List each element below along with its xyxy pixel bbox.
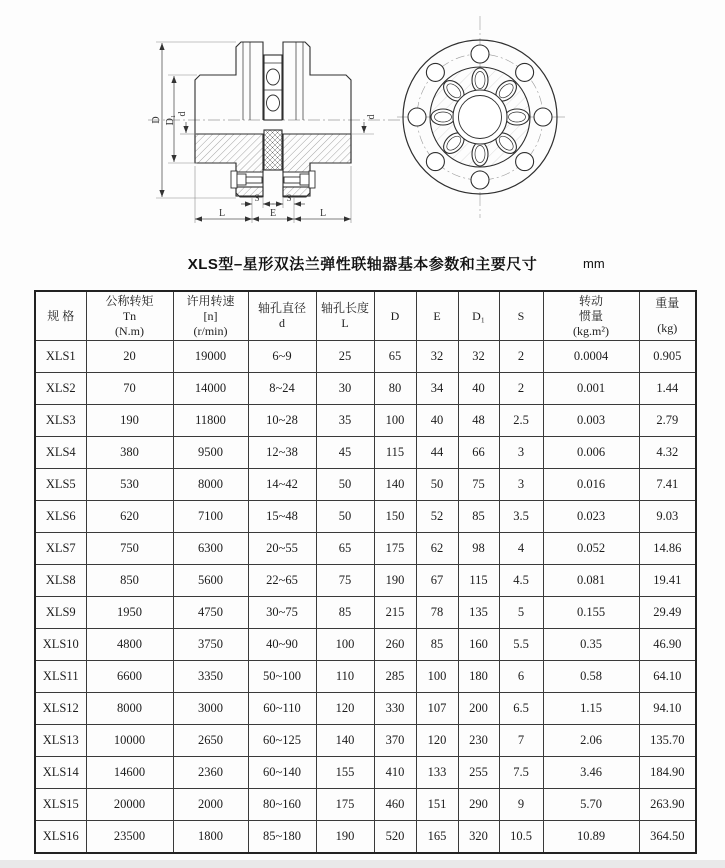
value-cell: 62 — [416, 533, 458, 565]
spec-name-cell: XLS3 — [35, 405, 86, 437]
value-cell: 133 — [416, 757, 458, 789]
table-row — [35, 629, 696, 661]
value-cell: 50~100 — [248, 661, 316, 693]
column-header: E — [416, 291, 458, 341]
value-cell: 9500 — [173, 437, 248, 469]
dim-label-S-left: S — [254, 193, 260, 203]
value-cell: 6~9 — [248, 341, 316, 373]
dim-label-d-right: d — [366, 114, 377, 120]
value-cell: 140 — [374, 469, 416, 501]
value-cell: 80~160 — [248, 789, 316, 821]
value-cell: 7100 — [173, 501, 248, 533]
value-cell: 100 — [316, 629, 374, 661]
value-cell: 10.5 — [499, 821, 543, 854]
value-cell: 135.70 — [639, 725, 696, 757]
value-cell: 155 — [316, 757, 374, 789]
value-cell: 32 — [416, 341, 458, 373]
spec-name-cell: XLS1 — [35, 341, 86, 373]
value-cell: 4800 — [86, 629, 173, 661]
value-cell: 410 — [374, 757, 416, 789]
column-header: 公称转矩 Tn (N.m) — [86, 291, 173, 341]
value-cell: 8000 — [86, 693, 173, 725]
value-cell: 255 — [458, 757, 499, 789]
dim-label-L-left: L — [218, 208, 226, 219]
table-row — [35, 533, 696, 565]
value-cell: 0.003 — [543, 405, 639, 437]
table-row — [35, 789, 696, 821]
value-cell: 150 — [374, 501, 416, 533]
value-cell: 20 — [86, 341, 173, 373]
value-cell: 78 — [416, 597, 458, 629]
value-cell: 30 — [316, 373, 374, 405]
spec-name-cell: XLS10 — [35, 629, 86, 661]
column-header: 转动 惯量 (kg.m²) — [543, 291, 639, 341]
value-cell: 85 — [316, 597, 374, 629]
title-row — [0, 253, 725, 277]
coupling-drawing — [0, 0, 725, 248]
value-cell: 60~110 — [248, 693, 316, 725]
column-header: 重量 (kg) — [639, 291, 696, 341]
value-cell: 94.10 — [639, 693, 696, 725]
value-cell: 0.016 — [543, 469, 639, 501]
unit-label: mm — [583, 256, 605, 271]
spec-name-cell: XLS8 — [35, 565, 86, 597]
value-cell: 65 — [374, 341, 416, 373]
header-row — [35, 291, 696, 341]
column-header: 许用转速 [n] (r/min) — [173, 291, 248, 341]
value-cell: 215 — [374, 597, 416, 629]
value-cell: 0.023 — [543, 501, 639, 533]
spec-name-cell: XLS13 — [35, 725, 86, 757]
value-cell: 100 — [374, 405, 416, 437]
value-cell: 35 — [316, 405, 374, 437]
value-cell: 6600 — [86, 661, 173, 693]
table-row — [35, 725, 696, 757]
value-cell: 135 — [458, 597, 499, 629]
spec-name-cell: XLS9 — [35, 597, 86, 629]
value-cell: 65 — [316, 533, 374, 565]
value-cell: 140 — [316, 725, 374, 757]
value-cell: 2650 — [173, 725, 248, 757]
value-cell: 14600 — [86, 757, 173, 789]
value-cell: 750 — [86, 533, 173, 565]
center-bore — [459, 96, 502, 139]
value-cell: 5600 — [173, 565, 248, 597]
spec-name-cell: XLS7 — [35, 533, 86, 565]
value-cell: 190 — [86, 405, 173, 437]
value-cell: 0.0004 — [543, 341, 639, 373]
value-cell: 14~42 — [248, 469, 316, 501]
spec-name-cell: XLS4 — [35, 437, 86, 469]
value-cell: 11800 — [173, 405, 248, 437]
cross-section-view — [148, 42, 400, 197]
value-cell: 0.905 — [639, 341, 696, 373]
column-header: 规 格 — [35, 291, 86, 341]
value-cell: 460 — [374, 789, 416, 821]
value-cell: 4750 — [173, 597, 248, 629]
value-cell: 4.5 — [499, 565, 543, 597]
value-cell: 19.41 — [639, 565, 696, 597]
value-cell: 6300 — [173, 533, 248, 565]
value-cell: 14000 — [173, 373, 248, 405]
value-cell: 0.35 — [543, 629, 639, 661]
table-row — [35, 437, 696, 469]
spider-element-upper — [264, 55, 282, 120]
spec-table — [34, 290, 697, 854]
value-cell: 85 — [416, 629, 458, 661]
value-cell: 5.5 — [499, 629, 543, 661]
value-cell: 6 — [499, 661, 543, 693]
value-cell: 50 — [316, 501, 374, 533]
spec-name-cell: XLS12 — [35, 693, 86, 725]
value-cell: 5.70 — [543, 789, 639, 821]
value-cell: 2 — [499, 373, 543, 405]
value-cell: 50 — [316, 469, 374, 501]
value-cell: 12~38 — [248, 437, 316, 469]
dim-label-L-right: L — [319, 208, 327, 219]
column-header: 轴孔长度 L — [316, 291, 374, 341]
value-cell: 3 — [499, 437, 543, 469]
value-cell: 8~24 — [248, 373, 316, 405]
table-row — [35, 405, 696, 437]
value-cell: 40~90 — [248, 629, 316, 661]
value-cell: 44 — [416, 437, 458, 469]
value-cell: 85~180 — [248, 821, 316, 854]
value-cell: 175 — [316, 789, 374, 821]
spec-table-header — [35, 291, 696, 341]
value-cell: 620 — [86, 501, 173, 533]
value-cell: 530 — [86, 469, 173, 501]
value-cell: 230 — [458, 725, 499, 757]
value-cell: 120 — [316, 693, 374, 725]
value-cell: 22~65 — [248, 565, 316, 597]
dim-label-E: E — [269, 208, 277, 219]
value-cell: 160 — [458, 629, 499, 661]
value-cell: 32 — [458, 341, 499, 373]
value-cell: 3000 — [173, 693, 248, 725]
value-cell: 80 — [374, 373, 416, 405]
spec-name-cell: XLS15 — [35, 789, 86, 821]
value-cell: 14.86 — [639, 533, 696, 565]
value-cell: 98 — [458, 533, 499, 565]
value-cell: 30~75 — [248, 597, 316, 629]
table-row — [35, 661, 696, 693]
dim-label-D1: D₁ — [165, 114, 176, 126]
value-cell: 330 — [374, 693, 416, 725]
value-cell: 46.90 — [639, 629, 696, 661]
value-cell: 64.10 — [639, 661, 696, 693]
value-cell: 50 — [416, 469, 458, 501]
table-row — [35, 501, 696, 533]
value-cell: 100 — [416, 661, 458, 693]
spec-name-cell: XLS16 — [35, 821, 86, 854]
value-cell: 3750 — [173, 629, 248, 661]
value-cell: 200 — [458, 693, 499, 725]
value-cell: 85 — [458, 501, 499, 533]
value-cell: 48 — [458, 405, 499, 437]
page-bottom-edge — [0, 860, 725, 868]
table-row — [35, 341, 696, 373]
value-cell: 1800 — [173, 821, 248, 854]
value-cell: 370 — [374, 725, 416, 757]
value-cell: 151 — [416, 789, 458, 821]
front-view — [397, 16, 565, 218]
value-cell: 285 — [374, 661, 416, 693]
value-cell: 20000 — [86, 789, 173, 821]
value-cell: 1950 — [86, 597, 173, 629]
table-row — [35, 757, 696, 789]
column-header: D — [374, 291, 416, 341]
value-cell: 10.89 — [543, 821, 639, 854]
value-cell: 3 — [499, 469, 543, 501]
value-cell: 0.052 — [543, 533, 639, 565]
bolt-detail — [231, 171, 315, 188]
value-cell: 2 — [499, 341, 543, 373]
value-cell: 320 — [458, 821, 499, 854]
column-header: S — [499, 291, 543, 341]
value-cell: 110 — [316, 661, 374, 693]
value-cell: 3.46 — [543, 757, 639, 789]
value-cell: 165 — [416, 821, 458, 854]
value-cell: 260 — [374, 629, 416, 661]
value-cell: 2360 — [173, 757, 248, 789]
coupling-drawing-svg — [0, 0, 725, 248]
page-title: XLS型–星形双法兰弹性联轴器基本参数和主要尺寸 — [187, 256, 538, 273]
value-cell: 60~125 — [248, 725, 316, 757]
value-cell: 20~55 — [248, 533, 316, 565]
value-cell: 60~140 — [248, 757, 316, 789]
value-cell: 190 — [374, 565, 416, 597]
value-cell: 175 — [374, 533, 416, 565]
value-cell: 3.5 — [499, 501, 543, 533]
value-cell: 115 — [374, 437, 416, 469]
value-cell: 0.155 — [543, 597, 639, 629]
value-cell: 7 — [499, 725, 543, 757]
value-cell: 4.32 — [639, 437, 696, 469]
value-cell: 40 — [458, 373, 499, 405]
value-cell: 29.49 — [639, 597, 696, 629]
value-cell: 120 — [416, 725, 458, 757]
spec-name-cell: XLS2 — [35, 373, 86, 405]
value-cell: 4 — [499, 533, 543, 565]
spec-table-body — [35, 341, 696, 854]
value-cell: 19000 — [173, 341, 248, 373]
value-cell: 0.081 — [543, 565, 639, 597]
spec-name-cell: XLS5 — [35, 469, 86, 501]
dim-label-D: D — [151, 116, 162, 124]
value-cell: 2.5 — [499, 405, 543, 437]
spec-name-cell: XLS11 — [35, 661, 86, 693]
value-cell: 66 — [458, 437, 499, 469]
value-cell: 5 — [499, 597, 543, 629]
value-cell: 2.06 — [543, 725, 639, 757]
table-row — [35, 373, 696, 405]
value-cell: 7.5 — [499, 757, 543, 789]
value-cell: 115 — [458, 565, 499, 597]
value-cell: 1.44 — [639, 373, 696, 405]
value-cell: 850 — [86, 565, 173, 597]
value-cell: 67 — [416, 565, 458, 597]
value-cell: 52 — [416, 501, 458, 533]
value-cell: 184.90 — [639, 757, 696, 789]
value-cell: 263.90 — [639, 789, 696, 821]
table-row — [35, 565, 696, 597]
value-cell: 0.58 — [543, 661, 639, 693]
value-cell: 190 — [316, 821, 374, 854]
table-row — [35, 469, 696, 501]
dim-label-S-right: S — [286, 193, 292, 203]
spec-name-cell: XLS6 — [35, 501, 86, 533]
column-header: 轴孔直径 d — [248, 291, 316, 341]
table-row — [35, 693, 696, 725]
value-cell: 9.03 — [639, 501, 696, 533]
value-cell: 75 — [458, 469, 499, 501]
value-cell: 10~28 — [248, 405, 316, 437]
value-cell: 8000 — [173, 469, 248, 501]
value-cell: 0.001 — [543, 373, 639, 405]
table-row — [35, 597, 696, 629]
value-cell: 364.50 — [639, 821, 696, 854]
value-cell: 380 — [86, 437, 173, 469]
value-cell: 40 — [416, 405, 458, 437]
value-cell: 180 — [458, 661, 499, 693]
value-cell: 6.5 — [499, 693, 543, 725]
spider-element-section — [264, 130, 282, 170]
value-cell: 15~48 — [248, 501, 316, 533]
value-cell: 520 — [374, 821, 416, 854]
value-cell: 75 — [316, 565, 374, 597]
value-cell: 34 — [416, 373, 458, 405]
spec-name-cell: XLS14 — [35, 757, 86, 789]
value-cell: 2.79 — [639, 405, 696, 437]
dim-label-d-left: d — [177, 111, 188, 117]
value-cell: 1.15 — [543, 693, 639, 725]
value-cell: 107 — [416, 693, 458, 725]
value-cell: 70 — [86, 373, 173, 405]
value-cell: 3350 — [173, 661, 248, 693]
value-cell: 0.006 — [543, 437, 639, 469]
value-cell: 290 — [458, 789, 499, 821]
value-cell: 10000 — [86, 725, 173, 757]
table-row — [35, 821, 696, 854]
value-cell: 7.41 — [639, 469, 696, 501]
value-cell: 2000 — [173, 789, 248, 821]
column-header: D₁ — [458, 291, 499, 341]
value-cell: 25 — [316, 341, 374, 373]
value-cell: 9 — [499, 789, 543, 821]
value-cell: 23500 — [86, 821, 173, 854]
value-cell: 45 — [316, 437, 374, 469]
